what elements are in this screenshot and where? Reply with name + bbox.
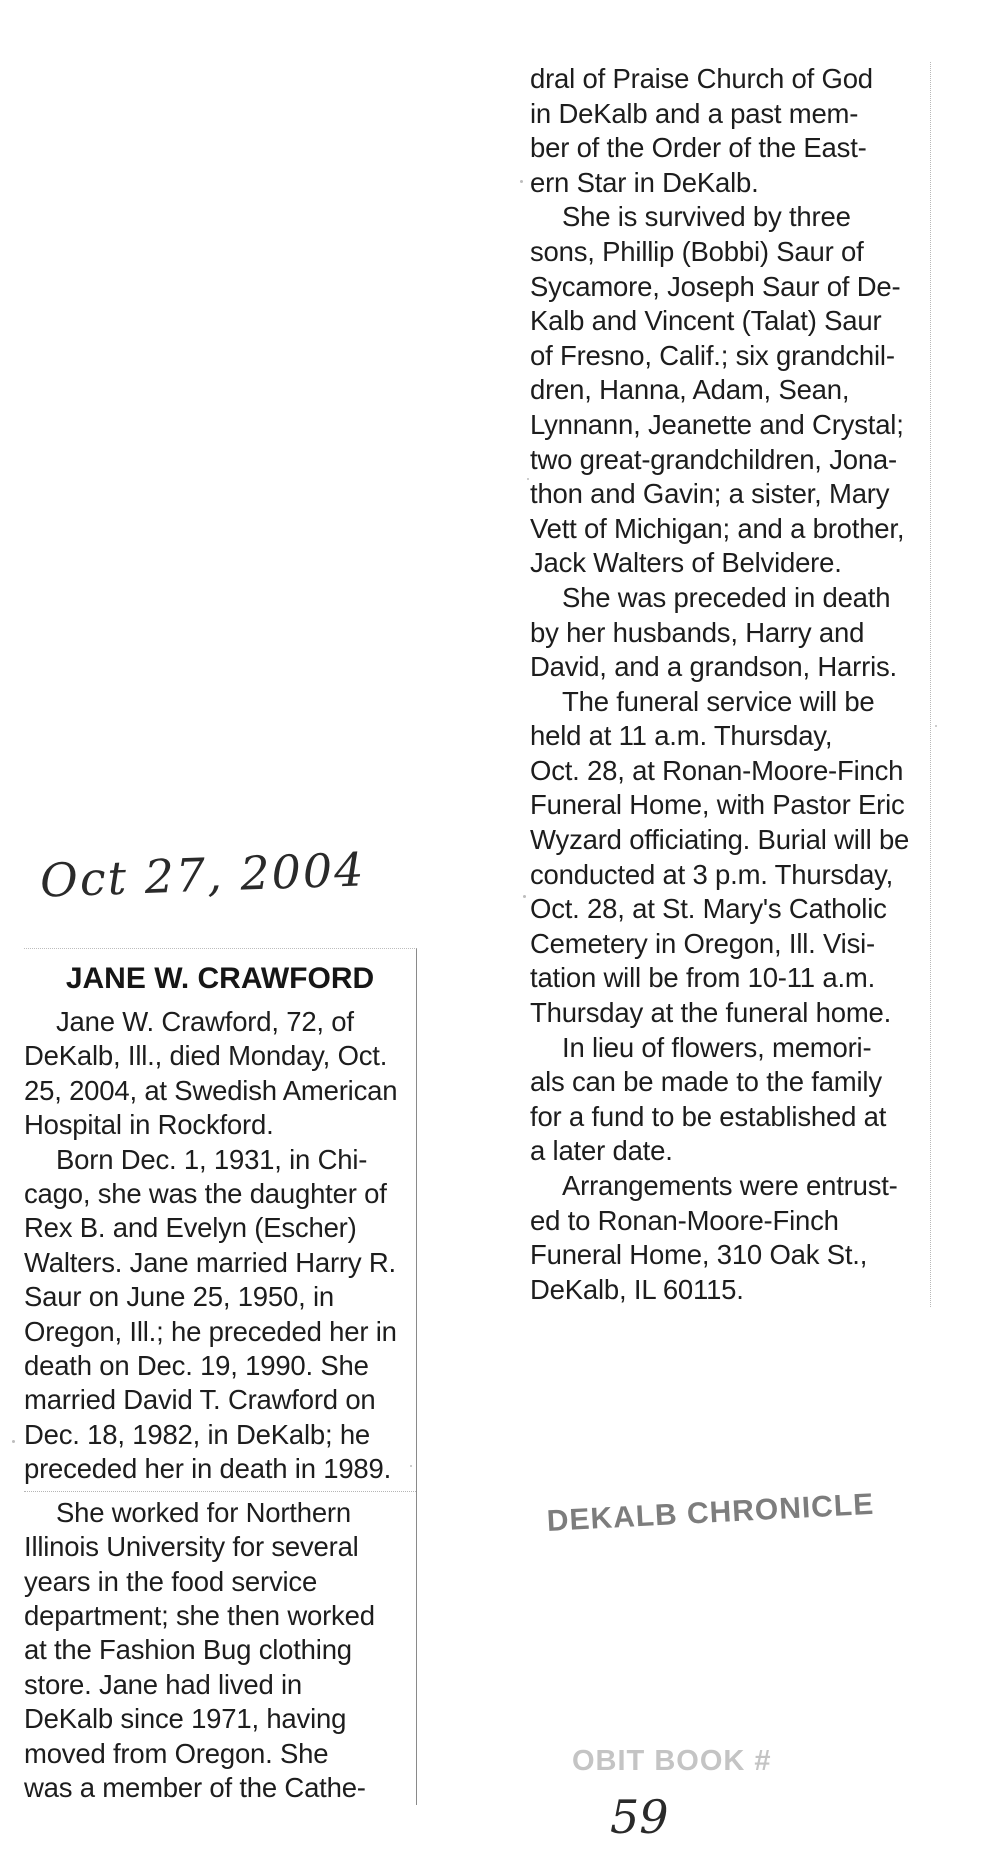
text-line: She is survived by three: [562, 201, 851, 233]
text-line: Oregon, Ill.; he preceded her in: [24, 1315, 397, 1347]
text-line: She was preceded in death: [562, 581, 891, 613]
text-line: als can be made to the family: [530, 1066, 882, 1098]
text-line: Born Dec. 1, 1931, in Chi-: [56, 1143, 368, 1175]
text-line: at the Fashion Bug clothing: [24, 1634, 352, 1666]
text-line: department; she then worked: [24, 1599, 375, 1631]
text-line: years in the food service: [24, 1565, 318, 1597]
text-line: married David T. Crawford on: [24, 1384, 376, 1416]
clipping-cut-line: [24, 1491, 416, 1492]
text-line: held at 11 a.m. Thursday,: [530, 720, 833, 752]
text-line: ed to Ronan-Moore-Finch: [530, 1204, 839, 1236]
scan-speck: [12, 1440, 15, 1443]
text-line: She worked for Northern: [56, 1496, 351, 1528]
text-line: Dec. 18, 1982, in DeKalb; he: [24, 1418, 371, 1450]
scan-speck: [935, 725, 937, 727]
text-line: Sycamore, Joseph Saur of De-: [530, 270, 901, 302]
text-line: Illinois University for several: [24, 1531, 359, 1563]
scan-speck: [410, 1465, 412, 1467]
text-line: DeKalb, Ill., died Monday, Oct.: [24, 1040, 388, 1072]
text-line: Jane W. Crawford, 72, of: [56, 1006, 354, 1037]
text-line: dren, Hanna, Adam, Sean,: [530, 374, 850, 406]
text-line: conducted at 3 p.m. Thursday,: [530, 858, 894, 890]
text-line: death on Dec. 19, 1990. She: [24, 1350, 369, 1382]
publication-stamp: DEKALB CHRONICLE: [546, 1487, 875, 1538]
text-line: Arrangements were entrust-: [562, 1170, 898, 1201]
text-line: a later date.: [530, 1135, 673, 1167]
text-line: store. Jane had lived in: [24, 1668, 303, 1700]
text-line: cago, she was the daughter of: [24, 1178, 387, 1210]
scan-speck: [520, 180, 523, 183]
scan-speck: [527, 478, 529, 480]
text-line: in DeKalb and a past mem-: [530, 97, 859, 129]
text-line: ern Star in DeKalb.: [530, 166, 759, 198]
text-line: Lynnann, Jeanette and Crystal;: [530, 408, 904, 440]
text-line: Funeral Home, 310 Oak St.,: [530, 1239, 868, 1271]
text-line: Oct. 28, at St. Mary's Catholic: [530, 893, 887, 925]
obituary-right-column: [530, 62, 931, 1307]
obit-book-stamp: OBIT BOOK #: [572, 1745, 772, 1777]
text-line: dral of Praise Church of God: [530, 63, 873, 94]
text-line: DeKalb, IL 60115.: [530, 1273, 744, 1305]
handwritten-page-number: 59: [610, 1790, 669, 1844]
text-line: Vett of Michigan; and a brother,: [530, 512, 905, 544]
text-line: for a fund to be established at: [530, 1100, 887, 1132]
obituary-headline: JANE W. CRAWFORD: [65, 962, 375, 995]
text-line: David, and a grandson, Harris.: [530, 651, 897, 683]
scan-speck: [523, 895, 526, 898]
text-line: ber of the Order of the East-: [530, 132, 867, 164]
text-line: Saur on June 25, 1950, in: [24, 1281, 334, 1313]
text-line: Thursday at the funeral home.: [530, 997, 892, 1029]
text-line: Wyzard officiating. Burial will be: [530, 824, 910, 856]
text-line: by her husbands, Harry and: [530, 616, 865, 648]
obituary-left-column: [24, 948, 417, 1805]
text-line: thon and Gavin; a sister, Mary: [530, 478, 890, 510]
text-line: Jack Walters of Belvidere.: [530, 547, 842, 579]
text-line: moved from Oregon. She: [24, 1737, 329, 1769]
text-line: Hospital in Rockford.: [24, 1109, 274, 1141]
text-line: of Fresno, Calif.; six grandchil-: [530, 339, 895, 371]
text-line: preceded her in death in 1989.: [24, 1453, 392, 1485]
text-line: Cemetery in Oregon, Ill. Visi-: [530, 927, 876, 959]
text-line: Funeral Home, with Pastor Eric: [530, 789, 905, 821]
text-line: tation will be from 10-11 a.m.: [530, 962, 876, 994]
text-line: In lieu of flowers, memori-: [562, 1031, 872, 1063]
text-line: DeKalb since 1971, having: [24, 1703, 347, 1735]
handwritten-date: Oct 27, 2004: [39, 842, 367, 908]
text-line: two great-grandchildren, Jona-: [530, 443, 897, 475]
text-line: 25, 2004, at Swedish American: [24, 1074, 398, 1106]
text-line: sons, Phillip (Bobbi) Saur of: [530, 235, 864, 267]
text-line: Kalb and Vincent (Talat) Saur: [530, 305, 882, 337]
text-line: Walters. Jane married Harry R.: [24, 1246, 396, 1278]
text-line: Rex B. and Evelyn (Escher): [24, 1212, 357, 1244]
text-line: was a member of the Cathe-: [24, 1771, 366, 1803]
text-line: Oct. 28, at Ronan-Moore-Finch: [530, 754, 904, 786]
text-line: The funeral service will be: [562, 685, 875, 717]
